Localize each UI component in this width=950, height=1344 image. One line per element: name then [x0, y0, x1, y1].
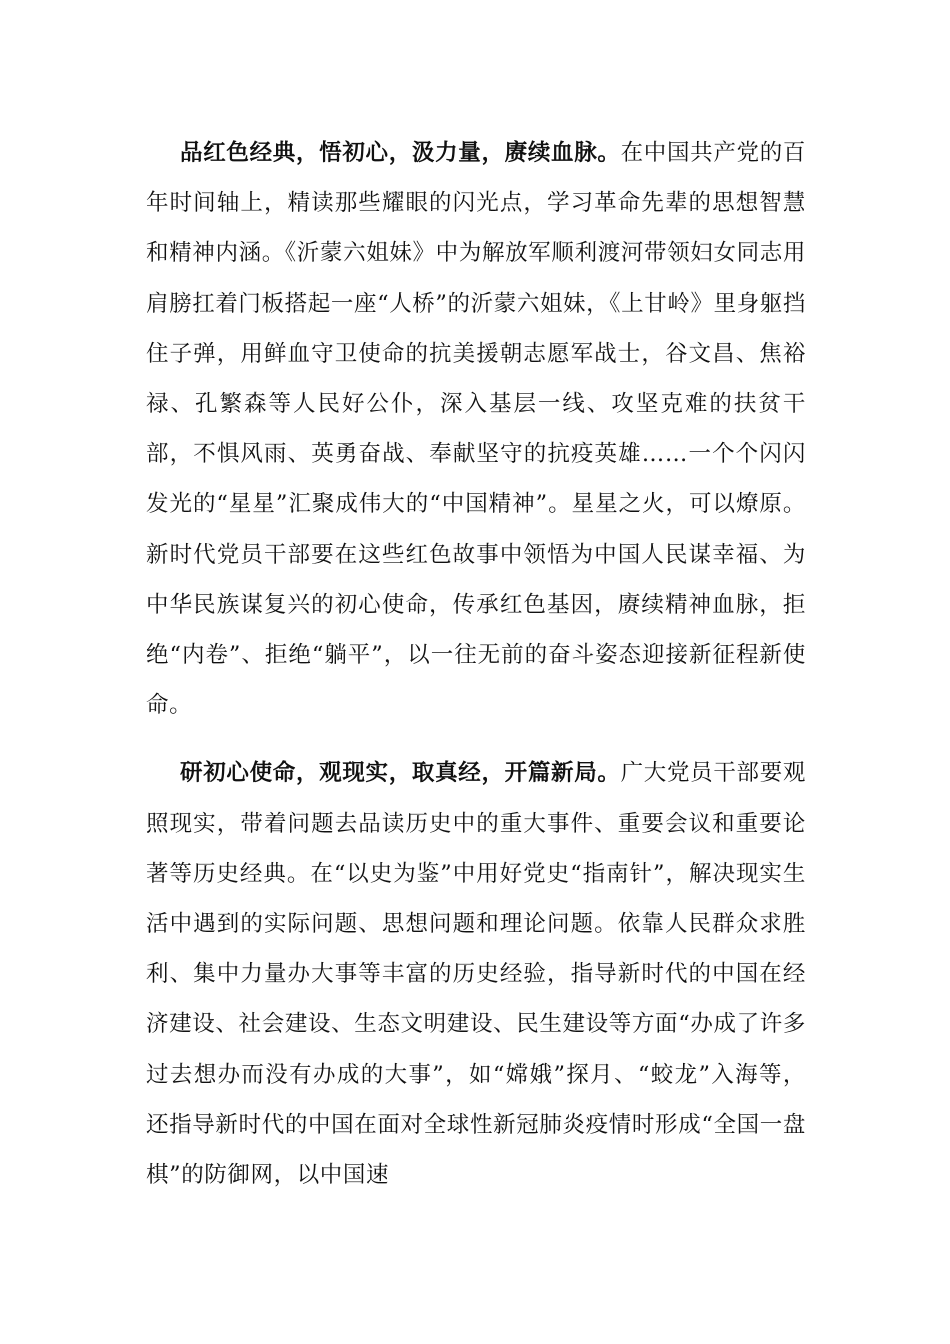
paragraph-1: [146, 128, 806, 730]
paragraph-2: [146, 748, 806, 1200]
paragraph-2-heading: 研初心使命，观现实，取真经，开篇新局。: [180, 760, 621, 787]
document-body: [146, 128, 806, 1200]
paragraph-1-heading: 品红色经典，悟初心，汲力量，赓续血脉。: [180, 140, 621, 166]
paragraph-2-text: 广大党员干部要观照现实，带着问题去品读历史中的重大事件、重要会议和重要论著等历史经典。在“以史为鉴”中用好党史“指南针”，解决现实生活中遇到的实际问题、思想问题和理论问题。依靠人民群众求胜利、集中力量办大事等丰富的历史经验，指导新时代的中国在经济建设、社会建设、生态文明建设、民生建设等方面“办成了许多过去想办而没有办成的大事”，如“嫦娥”探月、“蛟龙”入海等，还指导新时代的中国在面对全球性新冠肺炎疫情时形成“全国一盘棋”的防御网，以中国速: [146, 760, 806, 1189]
paragraph-1-text: 在中国共产党的百年时间轴上，精读那些耀眼的闪光点，学习革命先辈的思想智慧和精神内涵。《沂蒙六姐妹》中为解放军顺利渡河带领妇女同志用肩膀扛着门板搭起一座“人桥”的沂蒙六姐妹，《上甘岭》里身躯挡住子弹，用鲜血守卫使命的抗美援朝志愿军战士，谷文昌、焦裕禄、孔繁森等人民好公仆，深入基层一线、攻坚克难的扶贫干部，不惧风雨、英勇奋战、奉献坚守的抗疫英雄……一个个闪闪发光的“星星”汇聚成伟大的“中国精神”。星星之火，可以燎原。新时代党员干部要在这些红色故事中领悟为中国人民谋幸福、为中华民族谋复兴的初心使命，传承红色基因，赓续精神血脉，拒绝“内卷”、拒绝“躺平”，以一往无前的奋斗姿态迎接新征程新使命。: [146, 140, 806, 719]
